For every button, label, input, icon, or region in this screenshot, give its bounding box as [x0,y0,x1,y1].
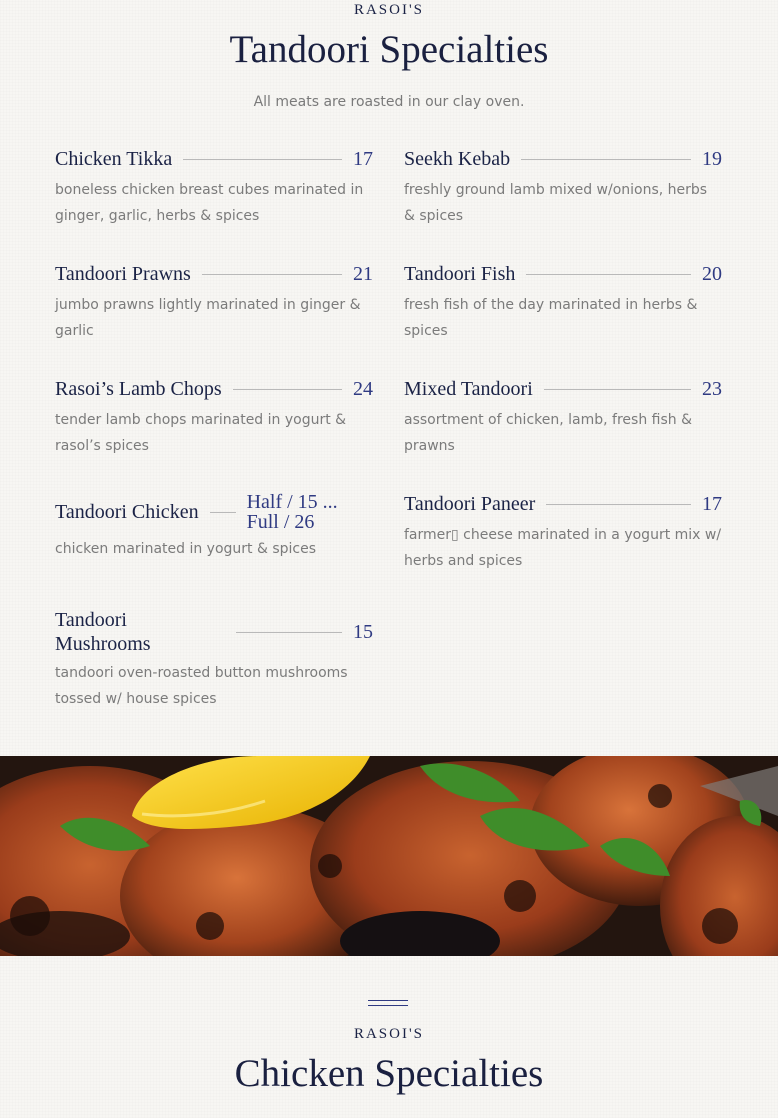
divider [183,159,342,160]
section-subtitle: All meats are roasted in our clay oven. [253,94,525,110]
food-photo-icon [0,756,778,956]
menu-item-mixed-tandoori [404,377,722,459]
divider [202,274,342,275]
item-description: chicken marinated in yogurt & spices [55,541,317,557]
item-price: 20 [702,262,722,285]
item-description: tandoori oven-roasted button mushrooms tossed w/ house spices [55,665,348,707]
divider [521,159,691,160]
item-name: Tandoori Fish [404,262,516,285]
page-title: Tandoori Specialties [229,28,549,71]
brand-label-2: RASOI'S [353,1026,425,1042]
item-description: freshly ground lamb mixed w/onions, herbs & spices [404,182,708,224]
item-description: boneless chicken breast cubes marinated in ginger, garlic, herbs & spices [55,182,364,224]
item-name: Rasoi’s Lamb Chops [55,377,222,400]
menu-item-lamb-chops [55,377,373,459]
section-title-chicken: Chicken Specialties [234,1052,544,1095]
food-photo [0,756,778,956]
menu-item-seekh-kebab [404,147,722,229]
menu-item-tandoori-chicken [55,492,373,562]
divider [546,504,691,505]
divider [526,274,691,275]
item-name: Tandoori Chicken [55,500,199,523]
item-name: Seekh Kebab [404,147,511,170]
item-price: 23 [702,377,722,400]
menu-item-chicken-tikka [55,147,373,229]
divider [544,389,691,390]
item-name: Chicken Tikka [55,147,173,170]
item-name: Mixed Tandoori [404,377,533,400]
menu-item-tandoori-mushrooms [55,608,373,712]
item-name: Tandoori Paneer [404,492,536,515]
menu-item-tandoori-paneer [404,492,722,574]
item-price-half: Half / 15 ... [246,492,338,512]
item-price: 21 [353,262,373,285]
menu-item-tandoori-fish [404,262,722,344]
item-price-full: Full / 26 [246,512,315,532]
item-price: 24 [353,377,373,400]
item-name: Tandoori Prawns [55,262,191,285]
item-description: fresh fish of the day marinated in herbs & spices [404,297,698,339]
item-description: assortment of chicken, lamb, fresh fish & prawns [404,412,692,454]
divider [233,389,342,390]
divider [210,512,236,513]
item-price: 17 [702,492,722,515]
item-name: Tandoori Mushrooms [55,609,151,655]
item-description: farmer▯ cheese marinated in a yogurt mix w/ herbs and spices [404,527,722,569]
brand-label: RASOI'S [353,2,425,18]
item-price: 19 [702,147,722,170]
divider [236,632,342,633]
item-price-options [247,492,345,532]
menu-item-tandoori-prawns [55,262,373,344]
item-price: 17 [353,147,373,170]
item-price: 15 [353,620,373,643]
item-description: tender lamb chops marinated in yogurt & rasol’s spices [55,412,347,454]
decorative-double-rule [368,1000,408,1006]
item-description: jumbo prawns lightly marinated in ginger & garlic [55,297,361,339]
